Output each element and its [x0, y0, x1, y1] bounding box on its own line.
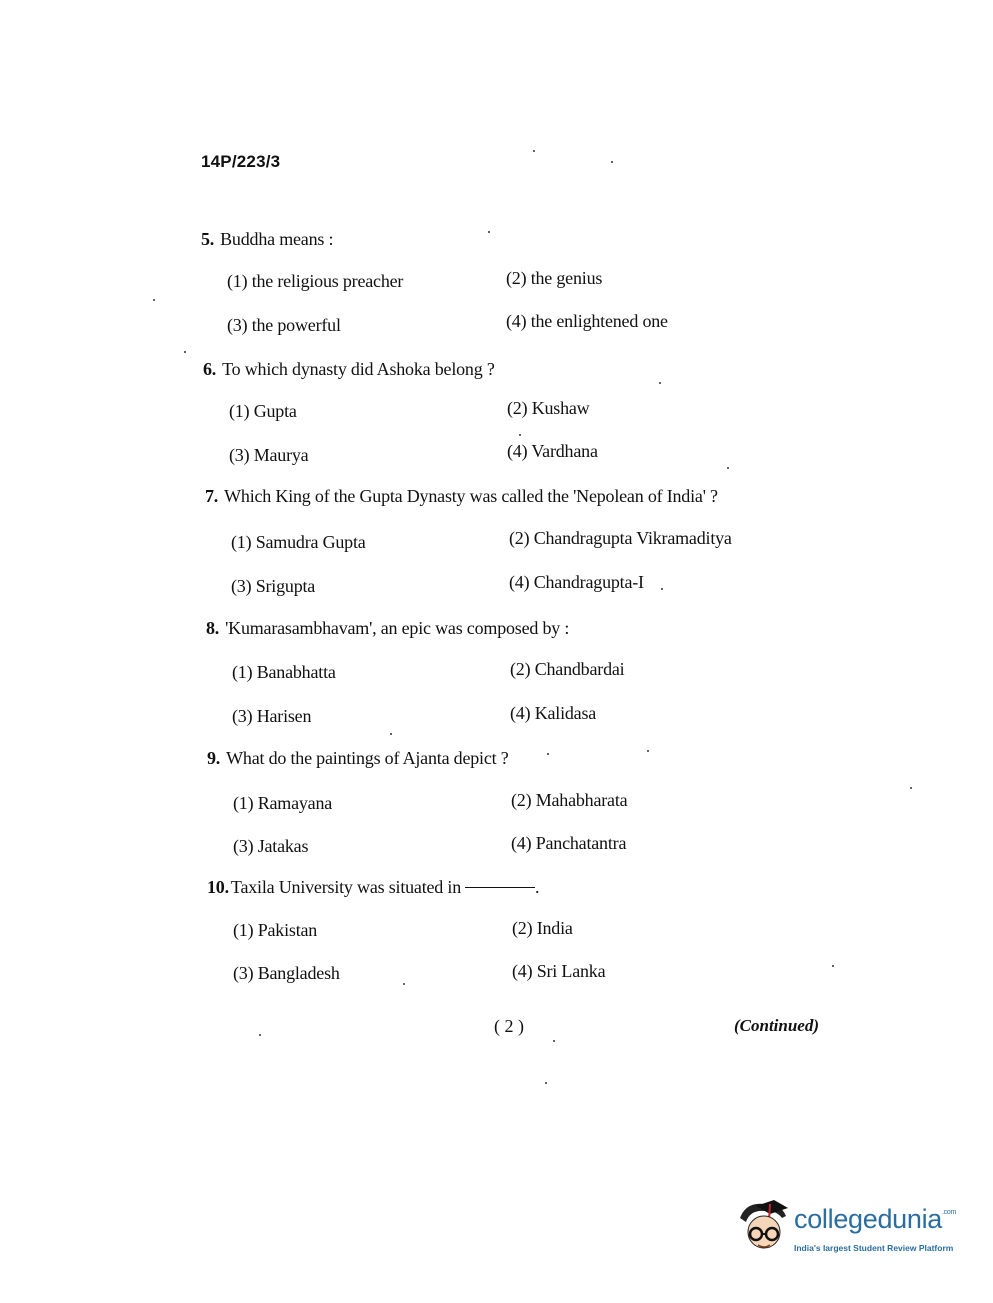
- option: (4) Panchatantra: [511, 833, 627, 853]
- scan-speck: [533, 150, 535, 152]
- scan-speck: [519, 434, 521, 436]
- option: (1) Samudra Gupta: [231, 532, 366, 552]
- option: (1) the religious preacher: [227, 271, 404, 291]
- option: (4) the enlightened one: [506, 311, 668, 331]
- scan-speck: [153, 299, 155, 301]
- logo-wordmark: collegedunia$^{.com}$: [794, 1204, 957, 1234]
- question-text: Which King of the Gupta Dynasty was called the 'Nepolean of India' ?: [224, 486, 718, 506]
- option: (4) Vardhana: [507, 441, 598, 461]
- logo-tagline: India's largest Student Review Platform: [794, 1243, 954, 1253]
- scan-speck: [647, 750, 649, 752]
- option: (3) the powerful: [227, 315, 341, 335]
- option: (2) the genius: [506, 268, 603, 288]
- logo-domain-suffix: .com: [942, 1209, 957, 1216]
- option: (2) Kushaw: [507, 398, 590, 418]
- question-text: 'Kumarasambhavam', an epic was composed by :: [225, 618, 570, 638]
- option: (2) India: [512, 918, 573, 938]
- option: (2) Chandbardai: [510, 659, 625, 679]
- option: (3) Srigupta: [231, 576, 316, 596]
- scan-speck: [910, 787, 912, 789]
- question-text: Buddha means :: [220, 229, 334, 249]
- option: (2) Chandragupta Vikramaditya: [509, 528, 732, 548]
- paper-code: 14P/223/3: [201, 152, 281, 171]
- question-number: 5.: [201, 229, 215, 249]
- question-number: 10.: [207, 877, 229, 897]
- question-number: 7.: [205, 486, 219, 506]
- scan-speck: [259, 1034, 261, 1036]
- scan-speck: [547, 753, 549, 755]
- option: (4) Sri Lanka: [512, 961, 606, 981]
- scan-speck: [727, 467, 729, 469]
- question-text: What do the paintings of Ajanta depict ?: [226, 748, 509, 768]
- question-text: To which dynasty did Ashoka belong ?: [222, 359, 495, 379]
- scan-speck: [832, 965, 834, 967]
- option: (4) Chandragupta-I: [509, 572, 644, 592]
- question-number: 6.: [203, 359, 217, 379]
- question-10: [207, 876, 539, 898]
- scan-speck: [659, 382, 661, 384]
- page-number: ( 2 ): [494, 1016, 524, 1036]
- mascot-icon: [736, 1198, 796, 1260]
- scan-speck: [661, 588, 663, 590]
- question-number: 9.: [207, 748, 221, 768]
- option: (1) Pakistan: [233, 920, 318, 940]
- option: (2) Mahabharata: [511, 790, 628, 810]
- question-8: [206, 617, 569, 639]
- option: (1) Gupta: [229, 401, 297, 421]
- continued-label: (Continued): [734, 1016, 820, 1035]
- scan-speck: [184, 351, 186, 353]
- option: (3) Jatakas: [233, 836, 309, 856]
- option: (3) Harisen: [232, 706, 312, 726]
- scan-speck: [545, 1082, 547, 1084]
- question-9: [207, 747, 509, 769]
- question-5: [201, 228, 333, 250]
- scan-speck: [488, 231, 490, 233]
- answer-blank: [465, 887, 535, 888]
- question-number: 8.: [206, 618, 220, 638]
- collegedunia-logo: [736, 1198, 966, 1268]
- scan-speck: [553, 1040, 555, 1042]
- option: (4) Kalidasa: [510, 703, 597, 723]
- question-text: Taxila University was situated in: [230, 877, 461, 897]
- option: (1) Ramayana: [233, 793, 333, 813]
- option: (3) Maurya: [229, 445, 309, 465]
- scan-speck: [611, 161, 613, 163]
- option: (3) Bangladesh: [233, 963, 340, 983]
- question-7: [205, 485, 718, 507]
- question-6: [203, 358, 495, 380]
- scan-speck: [403, 983, 405, 985]
- scan-speck: [390, 733, 392, 735]
- question-text-end: .: [535, 877, 540, 897]
- option: (1) Banabhatta: [232, 662, 336, 682]
